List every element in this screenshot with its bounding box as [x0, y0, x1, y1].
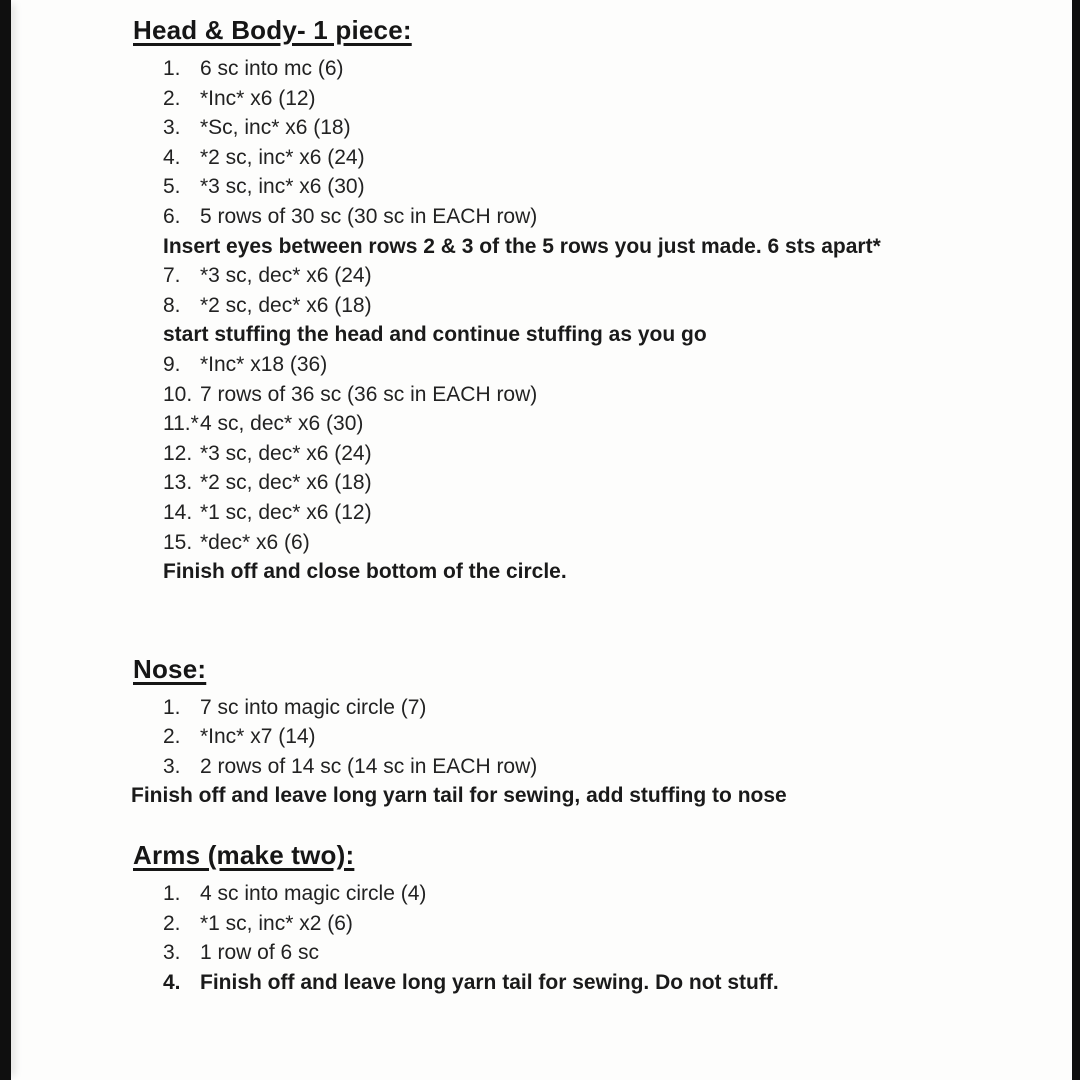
step-text: 6 sc into mc (6) [200, 57, 344, 80]
step-number: 15. [163, 530, 193, 554]
step-number: 14. [163, 500, 193, 524]
pattern-step [163, 409, 1080, 439]
pattern-step [163, 113, 1080, 143]
step-text: *3 sc, inc* x6 (30) [200, 175, 365, 199]
pattern-step [163, 261, 1080, 291]
pattern-step [163, 84, 1080, 114]
pattern-step [163, 498, 1080, 528]
pattern-step [163, 909, 1080, 939]
step-text: *1 sc, inc* x2 (6) [200, 911, 353, 935]
step-text: *2 sc, dec* x6 (18) [200, 293, 372, 317]
step-text: *2 sc, inc* x6 (24) [200, 145, 365, 169]
pattern-note [163, 557, 1080, 587]
pattern-step [163, 938, 1080, 968]
step-number: 6. [163, 204, 181, 228]
step-number: 4. [163, 970, 181, 994]
step-text: 4 sc into magic circle (4) [200, 882, 427, 906]
step-number: 2. [163, 911, 181, 935]
step-text: *Inc* x6 (12) [200, 86, 316, 110]
step-number: 9. [163, 352, 181, 376]
pattern-step [163, 693, 1080, 723]
step-number: 3. [163, 941, 181, 965]
section-nose [0, 653, 1080, 811]
step-number: 2. [163, 725, 181, 749]
pattern-step [163, 722, 1080, 752]
section-arms [0, 839, 1080, 997]
step-number: 5. [163, 175, 181, 199]
step-number: 2. [163, 86, 181, 110]
step-number: 12. [163, 441, 193, 465]
step-text: *3 sc, dec* x6 (24) [200, 441, 372, 465]
step-number: 3. [163, 754, 181, 778]
step-text: 4 sc, dec* x6 (30) [200, 412, 364, 436]
step-text: *1 sc, dec* x6 (12) [200, 500, 372, 524]
note-text: Finish off and leave long yarn tail for sewing, add stuffing to nose [131, 784, 787, 808]
step-number: 1. [163, 882, 181, 906]
left-edge-bar [0, 0, 11, 1080]
step-text: *dec* x6 (6) [200, 530, 310, 554]
pattern-step [163, 968, 1080, 998]
pattern-step [163, 468, 1080, 498]
note-text: start stuffing the head and continue stuffing as you go [163, 323, 707, 347]
section-title-arms: Arms (make two): [133, 840, 355, 871]
step-number: 8. [163, 293, 181, 317]
step-text: *3 sc, dec* x6 (24) [200, 264, 372, 288]
pattern-note [163, 320, 1080, 350]
step-text: 1 row of 6 sc [200, 941, 320, 965]
pattern-step [163, 291, 1080, 321]
pattern-step [163, 202, 1080, 232]
pattern-step [163, 380, 1080, 410]
pattern-step [163, 528, 1080, 558]
section-title-head-body: Head & Body- 1 piece: [133, 15, 412, 45]
pattern-step [163, 752, 1080, 782]
pattern-note [131, 781, 1080, 811]
step-number: 3. [163, 116, 181, 140]
pattern-step [163, 350, 1080, 380]
step-text: 2 rows of 14 sc (14 sc in EACH row) [200, 754, 538, 778]
pattern-step [163, 54, 1080, 84]
step-text: *Inc* x18 (36) [200, 352, 328, 376]
pattern-note [163, 232, 1080, 262]
step-text: *Sc, inc* x6 (18) [200, 116, 351, 140]
step-text: *2 sc, dec* x6 (18) [200, 471, 372, 495]
pattern-step [163, 879, 1080, 909]
step-number: 4. [163, 145, 181, 169]
step-text: Finish off and leave long yarn tail for sewing. Do not stuff. [200, 970, 779, 994]
right-edge-bar [1072, 0, 1080, 1080]
step-number: 13. [163, 471, 193, 495]
pattern-step [163, 439, 1080, 469]
note-text: Insert eyes between rows 2 & 3 of the 5 rows you just made. 6 sts apart* [163, 234, 881, 258]
section-title-nose: Nose: [133, 653, 207, 684]
step-number: 1. [163, 57, 181, 80]
pattern-step [163, 172, 1080, 202]
step-text: 5 rows of 30 sc (30 sc in EACH row) [200, 204, 538, 228]
step-text: 7 rows of 36 sc (36 sc in EACH row) [200, 382, 538, 406]
step-number: 7. [163, 264, 181, 288]
step-number: 1. [163, 695, 181, 719]
pattern-step [163, 143, 1080, 173]
section-head-body [0, 14, 1080, 587]
step-number: 11.* [163, 412, 199, 436]
note-text: Finish off and close bottom of the circle. [163, 560, 567, 584]
step-number: 10. [163, 382, 193, 406]
step-text: 7 sc into magic circle (7) [200, 695, 427, 719]
step-text: *Inc* x7 (14) [200, 725, 316, 749]
